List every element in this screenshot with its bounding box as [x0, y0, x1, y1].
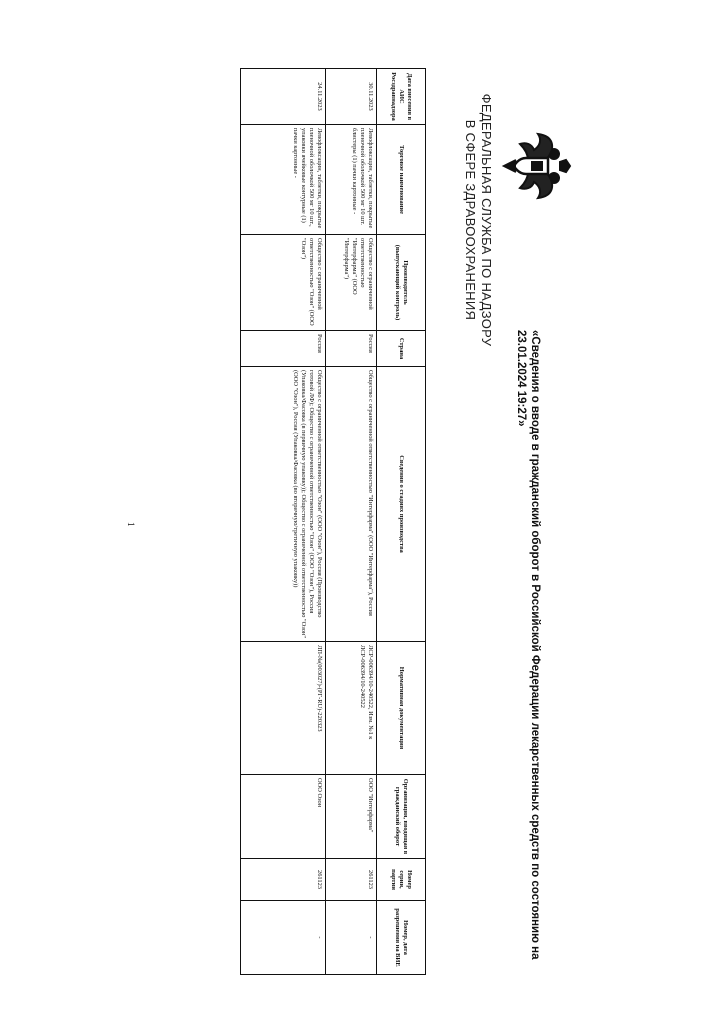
cell-regulatory-docs: ЛСР-006394/10-240522, Изм. №1 к ЛСР-006394/10-240522 — [326, 642, 377, 775]
column-header-trade-name: Торговое наименование — [377, 125, 426, 235]
column-header-batch-number: Номер серии, партии — [377, 859, 426, 901]
table-row — [326, 69, 377, 975]
cell-country: Россия — [326, 331, 377, 367]
page-number: 1 — [126, 522, 136, 527]
cell-permit: - — [241, 901, 326, 975]
column-header-organization: Организация, вводящая в гражданский оборот — [377, 775, 426, 859]
column-header-date: Дата внесения в АИС Росздравнадзора — [377, 69, 426, 125]
document-title: «Сведения о вводе в гражданский оборот в Российской Федерации лекарственных средств по состоянию на 23.01.2024 19:27» — [515, 330, 541, 960]
eagle-emblem-icon — [500, 130, 572, 202]
cell-trade-name: Левофлоксацин, таблетки, покрытые пленочной оболочкой 500 мг 10 шт., упаковки ячейковые контурные (1) пачки картонные - — [241, 125, 326, 235]
cell-organization: ООО Озон — [241, 775, 326, 859]
cell-date: 30.11.2023 — [326, 69, 377, 125]
cell-trade-name: Левофлоксацин, таблетки, покрытые пленочной оболочкой 500 мг 10 шт. блистеры (1) пачки картонные - — [326, 125, 377, 235]
organization-name — [462, 70, 494, 370]
medicines-register-table — [240, 68, 426, 975]
organization-name-line-2: В СФЕРЕ ЗДРАВООХРАНЕНИЯ — [463, 119, 478, 321]
column-header-production-stages: Сведения о стадиях производства — [377, 367, 426, 642]
table-header-row — [377, 69, 426, 975]
cell-batch-number: 261123 — [326, 859, 377, 901]
cell-regulatory-docs: ЛП-№(003027)-(РГ-RU)-220323 — [241, 642, 326, 775]
table-row — [241, 69, 326, 975]
column-header-manufacturer: Производитель (выпускающий контроль) — [377, 235, 426, 331]
cell-production-stages: Общество с ограниченной ответственностью "Интерфарма" (ООО "Интерфарма"), Россия — [326, 367, 377, 642]
column-header-regulatory-docs: Нормативная документация — [377, 642, 426, 775]
column-header-permit: Номер, дата разрешения на ВИЕ — [377, 901, 426, 975]
cell-permit: - — [326, 901, 377, 975]
column-header-country: Страна — [377, 331, 426, 367]
cell-manufacturer: Общество с ограниченной ответственностью "Озон" (ООО "Озон") — [241, 235, 326, 331]
cell-organization: ООО "Интерфарма" — [326, 775, 377, 859]
cell-date: 24.11.2023 — [241, 69, 326, 125]
cell-manufacturer: Общество с ограниченной ответственностью "Интерфарма" (ООО "Интерфарма") — [326, 235, 377, 331]
cell-country: Россия — [241, 331, 326, 367]
cell-production-stages: Общество с ограниченной ответственностью "Озон" (ООО "Озон"), Россия (Производство готовой ЛФ); Общество с ограниченной ответственностью "Озон" (ООО "Озон"), Россия (Упаковка/Фасовка (в первичную упаковку)); Общество с ограниченной ответственностью "Озон" (ООО "Озон"), Россия (Упаковка/Фасовка (во вторичную/третичную упаковку)) — [241, 367, 326, 642]
cell-batch-number: 261123 — [241, 859, 326, 901]
organization-name-line-1: ФЕДЕРАЛЬНАЯ СЛУЖБА ПО НАДЗОРУ — [479, 93, 494, 347]
